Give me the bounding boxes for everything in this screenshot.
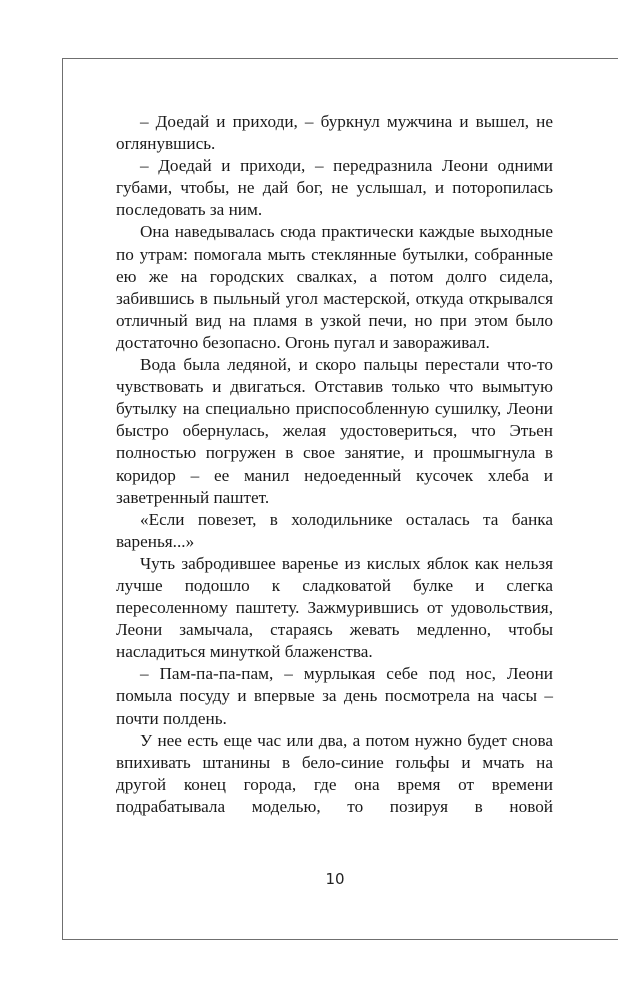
body-text	[116, 111, 553, 818]
paragraph: – Доедай и приходи, – передразнила Леони одними губами, чтобы, не дай бог, не услышал, и поторопилась последовать за ним.	[116, 156, 553, 220]
page-number: 10	[325, 870, 345, 888]
paragraph: – Доедай и приходи, – буркнул мужчина и вышел, не оглянувшись.	[116, 112, 553, 154]
paragraph: У нее есть еще час или два, а потом нужно будет снова впихивать штанины в бело-синие гольфы и мчать на другой конец города, где она время от времени подрабатывала моделью, то позируя в новой	[116, 730, 553, 816]
paragraph: «Если повезет, в холодильнике осталась та банка варенья...»	[116, 509, 553, 551]
paragraph: Она наведывалась сюда практически каждые выходные по утрам: помогала мыть стеклянные бутылки, собранные ею же на городских свалках, а потом долго сидела, забившись в пыльный угол мастерской, откуда открывался отличный вид на пламя в узкой печи, но при этом было достаточно безопасно. Огонь пугал и завораживал.	[116, 222, 553, 352]
paragraph: Вода была ледяной, и скоро пальцы перестали что-то чувствовать и двигаться. Отставив только что вымытую бутылку на специально приспособленную сушилку, Леони быстро обернулась, желая удостовериться, что Этьен полностью погружен в свое занятие, и прошмыгнула в коридор – ее манил недоеденный кусочек хлеба и заветренный паштет.	[116, 355, 553, 507]
paragraph: Чуть забродившее варенье из кислых яблок как нельзя лучше подошло к сладковатой булке и слегка пересоленному паштету. Зажмурившись от удовольствия, Леони замычала, стараясь жевать медленно, чтобы насладиться минуткой блаженства.	[116, 553, 553, 662]
paragraph: – Пам-па-па-пам, – мурлыкая себе под нос, Леони помыла посуду и впервые за день посмотрела на часы – почти полдень.	[116, 664, 553, 728]
